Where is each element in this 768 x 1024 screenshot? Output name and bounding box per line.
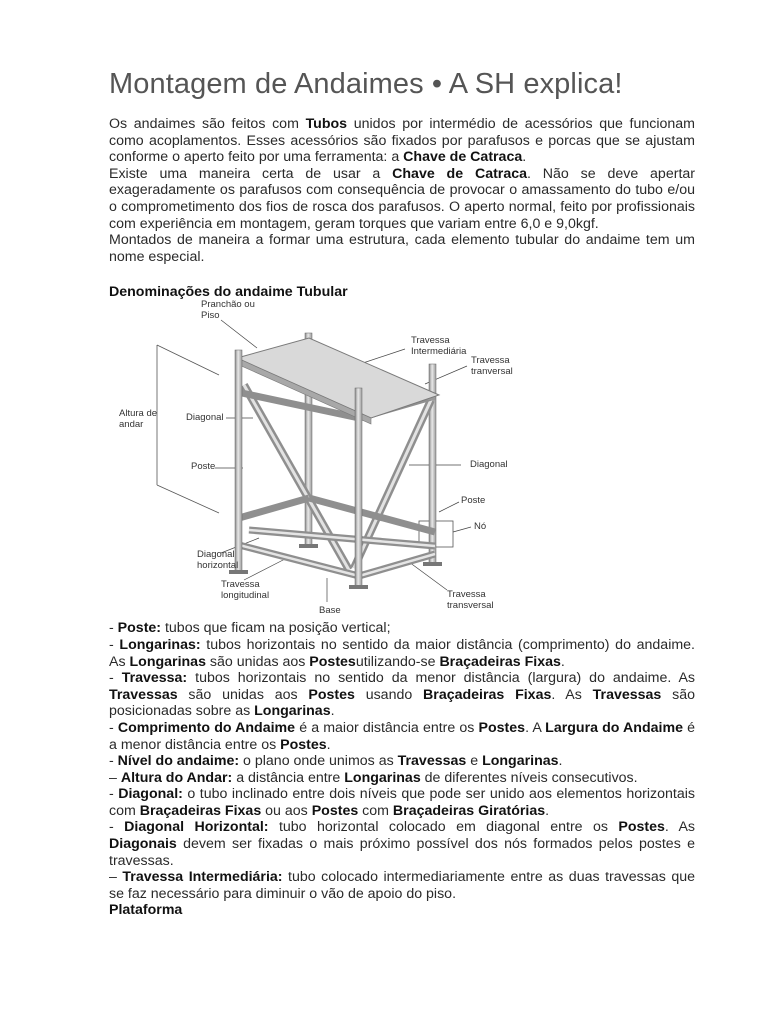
label-travessa-longitudinal: Travessa longitudinal: [221, 579, 270, 601]
label-travessa-tranversal: Travessa tranversal: [471, 355, 513, 377]
label-pranchao: Pranchão ou Piso: [201, 299, 255, 321]
definition-travessa: - Travessa: tubos horizontais no sentido da menor distância (largura) do andaime. As Travessas são unidas aos Postes usando Braçadeiras Fixas. As Travessas são posicionadas sobre as Longarinas.: [109, 670, 695, 720]
definition-poste: - Poste: tubos que ficam na posição vertical;: [109, 620, 391, 637]
label-no: Nó: [474, 521, 487, 533]
document-page: [109, 62, 695, 919]
label-altura-de-andar: Altura de andar: [119, 408, 158, 430]
intro-paragraph-2: Existe uma maneira certa de usar a Chave de Catraca. Não se deve apertar exageradamente os parafusos com consequência de provocar o amassamento do tubo e/ou o comprometimento dos fios de rosca dos parafusos. O aperto normal, feito por profissionais com experiência em montagem, geram torques que variam entre 6,0 e 9,0kgf.: [109, 165, 695, 232]
definition-diagonal-horizontal: - Diagonal Horizontal: tubo horizontal colocado em diagonal entre os Postes. As Diagonais devem ser fixadas o mais próximo possível dos nós formados pelos postes e travessas.: [109, 819, 696, 869]
label-base: Base: [319, 605, 341, 617]
definition-nivel: - Nível do andaime: o plano onde unimos as Travessas e Longarinas.: [109, 753, 563, 770]
section-title: Denominações do andaime Tubular: [109, 284, 348, 301]
label-travessa-intermediaria: Travessa Intermediária: [411, 335, 467, 357]
label-diagonal-left: Diagonal: [186, 412, 224, 424]
label-diagonal-horizontal: Diagonal horizontal: [197, 549, 239, 571]
label-travessa-transversal: Travessa transversal: [447, 589, 494, 611]
definition-altura: – Altura do Andar: a distância entre Longarinas de diferentes níveis consecutivos.: [109, 769, 638, 786]
plataforma-heading: Plataforma: [109, 902, 183, 919]
intro-paragraph-3: Montados de maneira a formar uma estrutura, cada elemento tubular do andaime tem um nome especial.: [109, 232, 695, 265]
intro-text: [109, 116, 695, 265]
definition-travessa-intermediaria: – Travessa Intermediária: tubo colocado intermediariamente entre as duas travessas que se faz necessário para diminuir o vão de apoio do piso.: [109, 869, 695, 902]
label-poste-left: Poste: [191, 461, 216, 473]
scaffold-diagram: [109, 300, 519, 618]
definitions-list: [109, 620, 695, 919]
definition-longarinas: - Longarinas: tubos horizontais no sentido da maior distância (comprimento) do andaime. As Longarinas são unidas aos Postesutilizando-se Braçadeiras Fixas.: [109, 636, 695, 670]
definition-comprimento: - Comprimento do Andaime é a maior distância entre os Postes. A Largura do Andaime é a menor distância entre os Postes.: [109, 719, 695, 753]
label-diagonal-right: Diagonal: [470, 459, 508, 471]
intro-paragraph-1: Os andaimes são feitos com Tubos unidos por intermédio de acessórios que funcionam como acoplamentos. Esses acessórios são fixados por parafusos e porcas que se ajustam conforme o aperto feito por uma ferramenta: a Chave de Catraca.: [109, 116, 695, 166]
label-poste-right: Poste: [461, 495, 486, 507]
definition-diagonal: - Diagonal: o tubo inclinado entre dois níveis que pode ser unido aos elementos horizontais com Braçadeiras Fixas ou aos Postes com Braçadeiras Giratórias.: [109, 786, 695, 819]
page-title: Montagem de Andaimes • A SH explica!: [109, 68, 623, 100]
